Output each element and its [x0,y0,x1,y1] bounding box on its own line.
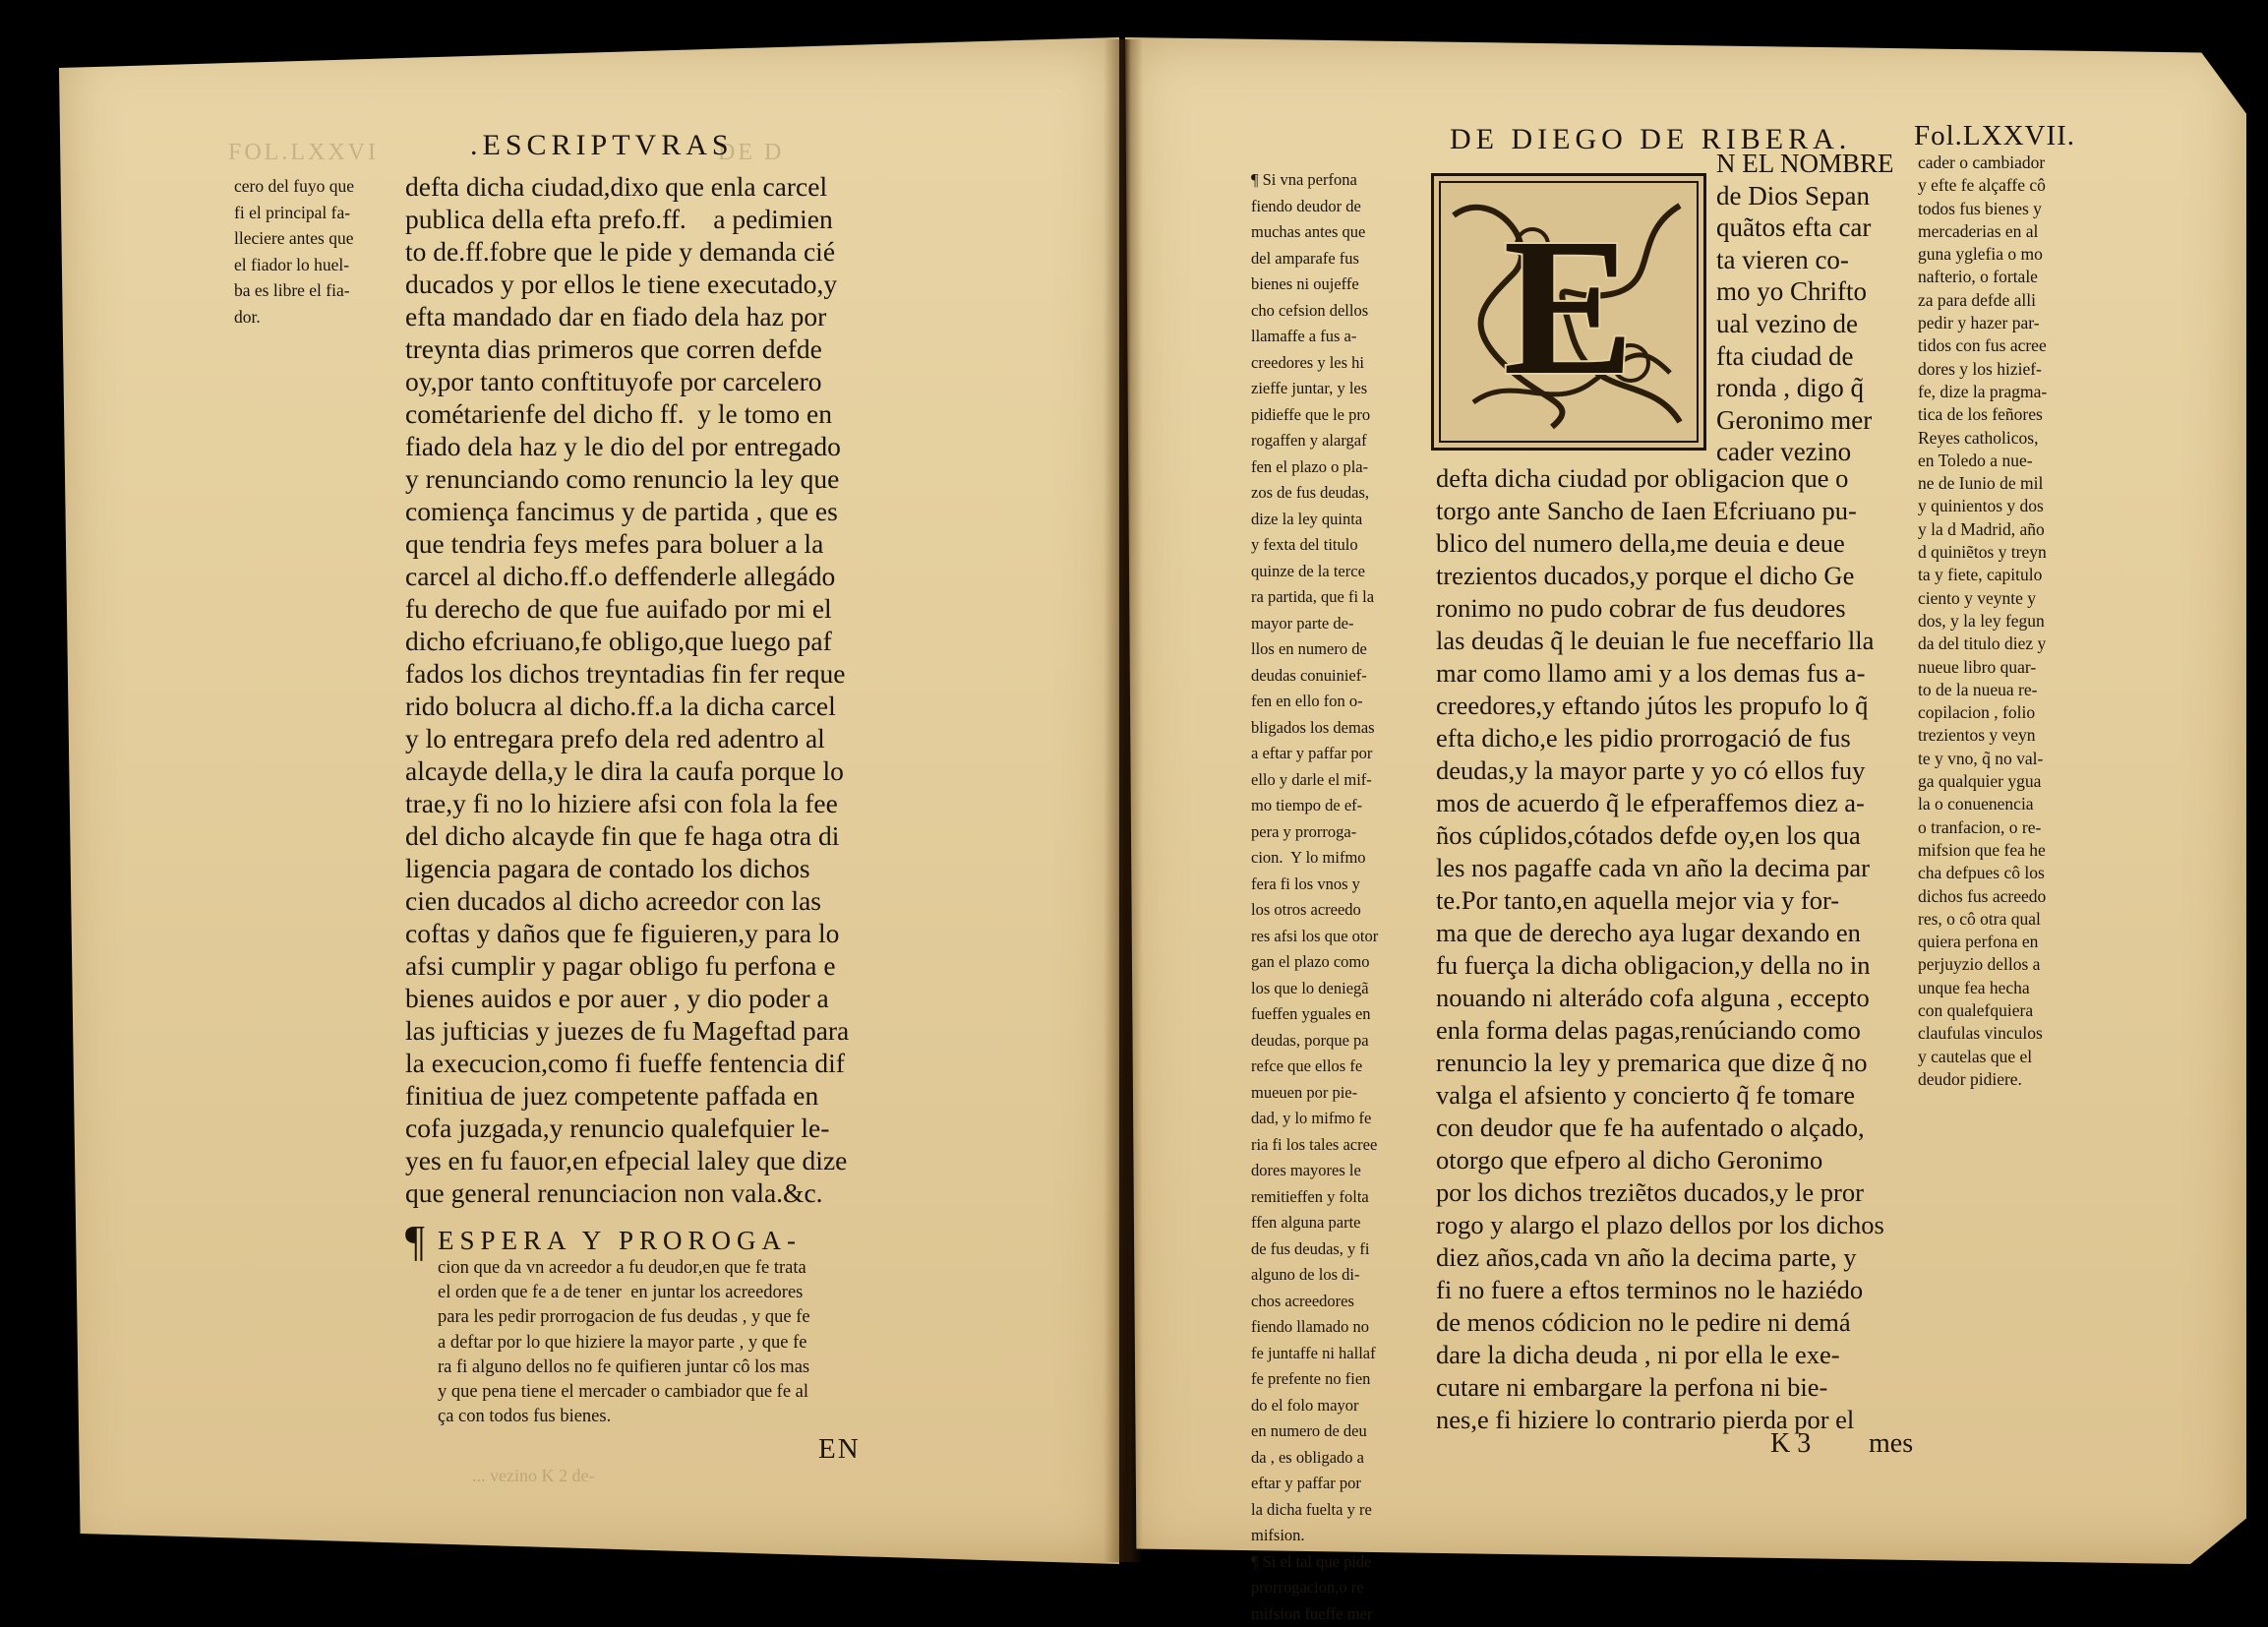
margin-line: alguno de los di- [1251,1262,1378,1289]
margin-line: da , es obligado a [1251,1445,1378,1472]
margin-line: za para defde alli [1918,289,2047,312]
margin-line: mifsion. [1251,1523,1378,1549]
text-line: ronda , digo q̃ [1716,372,1894,404]
margin-line: a eftar y paffar por [1251,741,1378,767]
book-gutter [1104,39,1143,1562]
margin-line: copilacion , folio [1918,701,2047,724]
margin-line: cader o cambiador [1918,151,2047,174]
margin-line: ra partida, que fi la [1251,584,1378,611]
margin-line: quiera perfona en [1918,931,2047,953]
margin-line: ¶ Si el tal que pide [1251,1549,1378,1576]
margin-line: unque fea hecha [1918,977,2047,999]
show-through-decoration: FOL.LXXVI [228,140,379,166]
text-line: trae,y fi no lo hiziere afsi con fola la fee [405,787,849,819]
section-line: para les pedir prorrogacion de fus deudas , y que fe [438,1305,810,1330]
text-line: ducados y por ellos le tiene executado,y [405,268,849,300]
margin-line: ria fi los tales acree [1251,1132,1378,1159]
margin-line: perjuyzio dellos a [1918,953,2047,976]
text-line: ronimo no pudo cobrar de fus deudores [1436,592,1884,625]
margin-note-outer [1918,151,2047,1091]
margin-line: dad, y lo mifmo fe [1251,1106,1378,1132]
margin-line: d quiniẽtos y treyn [1918,541,2047,564]
text-line: N EL NOMBRE [1716,148,1894,180]
margin-line: mifsion fueffe mer [1251,1601,1378,1627]
text-line: que tendria feys mefes para boluer a la [405,527,849,560]
section-heading: ESPERA Y PROROGA- [438,1226,802,1256]
text-line: dicho efcriuano,fe obligo,que luego paf [405,625,849,657]
margin-line: dos, y la ley fegun [1918,610,2047,633]
text-line: ma que de derecho aya lugar dexando en [1436,917,1884,949]
catchword-right: mes [1869,1428,1913,1460]
text-line: treynta dias primeros que corren defde [405,332,849,365]
margin-line: trezientos y veyn [1918,724,2047,747]
text-line: trezientos ducados,y porque el dicho Ge [1436,560,1884,592]
text-line: otorgo que efpero al dicho Geronimo [1436,1144,1884,1176]
text-line: nes,e fi hiziere lo contrario pierda por el [1436,1404,1884,1436]
text-line: ta vieren co- [1716,244,1894,276]
folio-number: Fol.LXXVII. [1914,120,2075,152]
show-through-decoration: DE D [718,140,784,166]
text-line: rido bolucra al dicho.ff.a la dicha carcel [405,690,849,722]
margin-line: bienes ni oujeffe [1251,271,1378,298]
text-line: yes en fu fauor,en efpecial laley que dize [405,1144,849,1176]
margin-line: te y vno, q̃ no val- [1918,748,2047,770]
text-line: finitiua de juez competente paffada en [405,1079,849,1112]
text-line: y renunciando como renuncio la ley que [405,462,849,495]
margin-line: mayor parte de- [1251,611,1378,637]
margin-line: dores y los hizief- [1918,358,2047,381]
text-line: fi no fuere a eftos terminos no le haziédo [1436,1274,1884,1306]
margin-line: nafterio, o fortale [1918,266,2047,288]
text-line: cométarienfe del dicho ff. y le tomo en [405,397,849,430]
margin-line: ne de Iunio de mil [1918,472,2047,495]
text-line: fta ciudad de [1716,340,1894,373]
main-text-left [405,170,849,1209]
margin-line: ciento y veynte y [1918,587,2047,610]
margin-line: del amparafe fus [1251,246,1378,272]
margin-line: dize la ley quinta [1251,507,1378,533]
margin-line: dores mayores le [1251,1158,1378,1184]
margin-line: de fus deudas, y fi [1251,1236,1378,1263]
margin-line: chos acreedores [1251,1289,1378,1315]
margin-line: fe juntaffe ni hallaf [1251,1341,1378,1367]
text-line: creedores,y eftando jútos les propufo lo q̃ [1436,690,1884,722]
margin-line: o tranfacion, o re- [1918,816,2047,839]
margin-line: tidos con fus acree [1918,334,2047,357]
text-line: les nos pagaffe cada vn año la decima par [1436,852,1884,884]
section-line: cion que da vn acreedor a fu deudor,en que fe trata [438,1256,810,1281]
margin-line: mifsion que fea he [1918,839,2047,862]
margin-line: todos fus bienes y [1918,198,2047,220]
text-line: te.Por tanto,en aquella mejor via y for- [1436,884,1884,917]
margin-line: y la d Madrid, año [1918,518,2047,541]
text-line: mar como llamo ami y a los demas fus a- [1436,657,1884,690]
margin-line: mueuen por pie- [1251,1080,1378,1107]
margin-line: fe prefente no fien [1251,1366,1378,1393]
margin-line: mercaderias en al [1918,220,2047,243]
text-line: alcayde della,y le dira la caufa porque lo [405,754,849,787]
margin-line: refce que ellos fe [1251,1054,1378,1080]
margin-line: dor. [234,304,354,331]
text-line: del dicho alcayde fin que fe haga otra di [405,819,849,852]
margin-line: gan el plazo como [1251,949,1378,976]
text-line: fu fuerça la dicha obligacion,y della no in [1436,949,1884,982]
text-line: valga el afsiento y concierto q̃ fe tomare [1436,1079,1884,1112]
text-line: deudas,y la mayor parte y yo có ellos fuy [1436,754,1884,787]
text-line: efta dicho,e les pidio prorrogació de fus [1436,722,1884,754]
text-line: ligencia pagara de contado los dichos [405,852,849,884]
margin-line: creedores y les hi [1251,350,1378,377]
margin-line: y fexta del titulo [1251,532,1378,559]
signature-mark: K 3 [1770,1428,1811,1460]
margin-line: en numero de deu [1251,1418,1378,1445]
margin-line: cho cefsion dellos [1251,298,1378,325]
text-line: las deudas q̃ le deuian le fue neceffario lla [1436,625,1884,657]
section-line: ra fi alguno dellos no fe quifieren juntar cô los mas [438,1356,810,1380]
text-line: blico del numero della,me deuia e deue [1436,527,1884,560]
text-line: cutare ni embargare la perfona ni bie- [1436,1371,1884,1404]
text-line: afsi cumplir y pagar obligo fu perfona e [405,949,849,982]
margin-line: los otros acreedo [1251,897,1378,924]
text-line: dare la dicha deuda , ni por ella le exe- [1436,1339,1884,1371]
text-line: quãtos efta car [1716,211,1894,244]
text-line: to de.ff.fobre que le pide y demanda cié [405,235,849,268]
text-line: ños cúplidos,cótados defde oy,en los qua [1436,819,1884,852]
initial-letter: E [1503,199,1634,416]
running-head-right: DE DIEGO DE RIBERA. [1450,123,1851,156]
margin-line: quinze de la terce [1251,559,1378,585]
text-line: renuncio la ley y premarica que dize q̃ no [1436,1047,1884,1079]
margin-line: fe, dize la pragma- [1918,381,2047,403]
text-line: efta mandado dar en fiado dela haz por [405,300,849,332]
margin-line: el fiador lo huel- [234,252,354,278]
text-line: coftas y daños que fe figuieren,y para lo [405,917,849,949]
text-line: la execucion,como fi fueffe fentencia dif [405,1047,849,1079]
text-line: nouando ni alterádo cofa alguna , eccepto [1436,982,1884,1014]
margin-line: ga qualquier ygua [1918,770,2047,793]
margin-line: res afsi los que otor [1251,924,1378,950]
margin-line: do el folo mayor [1251,1393,1378,1419]
margin-line: y cautelas que el [1918,1046,2047,1068]
text-line: comiença fancimus y de partida , que es [405,495,849,527]
margin-line: fen el plazo o pla- [1251,454,1378,481]
margin-line: to de la nueua re- [1918,679,2047,701]
margin-line: bligados los demas [1251,715,1378,742]
margin-line: lleciere antes que [234,225,354,252]
margin-note-left [234,173,354,331]
text-line: ual vezino de [1716,308,1894,340]
text-line: por los dichos treziẽtos ducados,y le pror [1436,1176,1884,1209]
margin-line: pera y prorroga- [1251,819,1378,846]
margin-line: llos en numero de [1251,636,1378,663]
margin-line: deudas, porque pa [1251,1028,1378,1055]
margin-line: ¶ Si vna perfona [1251,167,1378,194]
text-line: fiado dela haz y le dio del por entregado [405,430,849,462]
text-line: fu derecho de que fue auifado por mi el [405,592,849,625]
running-head-left: .ESCRIPTVRAS [470,129,734,162]
margin-line: ta y fiete, capitulo [1918,564,2047,586]
margin-line: tica de los feñores [1918,403,2047,426]
section-line: ça con todos fus bienes. [438,1405,810,1429]
text-line: con deudor que fe ha aufentado o alçado, [1436,1112,1884,1144]
margin-line: nueue libro quar- [1918,656,2047,679]
margin-line: en Toledo a nue- [1918,450,2047,472]
margin-line: ffen alguna parte [1251,1210,1378,1236]
margin-line: zieffe juntar, y les [1251,376,1378,402]
text-line: rogo y alargo el plazo dellos por los dichos [1436,1209,1884,1241]
margin-line: claufulas vinculos [1918,1022,2047,1045]
text-line: cader vezino [1716,436,1894,468]
margin-line: fueffen yguales en [1251,1001,1378,1028]
text-line: defta dicha ciudad,dixo que enla carcel [405,170,849,203]
margin-line: fiendo llamado no [1251,1314,1378,1341]
margin-line: ello y darle el mif- [1251,767,1378,794]
margin-line: fiendo deudor de [1251,194,1378,220]
text-line: torgo ante Sancho de Iaen Efcriuano pu- [1436,495,1884,527]
main-text-right [1436,462,1884,1436]
margin-line: la dicha fuelta y re [1251,1497,1378,1524]
text-line: cien ducados al dicho acreedor con las [405,884,849,917]
margin-line: fi el principal fa- [234,200,354,226]
margin-line: fen en ello fon o- [1251,689,1378,715]
margin-line: prorrogacion,o re [1251,1575,1378,1601]
margin-line: eftar y paffar por [1251,1471,1378,1497]
text-line: Geronimo mer [1716,404,1894,437]
margin-line: deudor pidiere. [1918,1068,2047,1091]
margin-line: Reyes catholicos, [1918,427,2047,450]
margin-line: y efte fe alçaffe cô [1918,174,2047,197]
text-line: enla forma delas pagas,renúciando como [1436,1014,1884,1047]
text-line: que general renunciacion non vala.&c. [405,1176,849,1209]
margin-line: zos de fus deudas, [1251,480,1378,507]
text-line: mos de acuerdo q̃ le efperaffemos diez a- [1436,787,1884,819]
section-line: y que pena tiene el mercader o cambiador que fe al [438,1380,810,1405]
margin-line: los que lo deniegã [1251,976,1378,1002]
initial-ornament-icon [1434,176,1703,448]
margin-line: pidieffe que le pro [1251,402,1378,429]
text-line: y lo entregara prefo dela red adentro al [405,722,849,754]
section-summary [438,1256,810,1429]
text-line: cofa juzgada,y renuncio qualefquier le- [405,1112,849,1144]
margin-line: cion. Y lo mifmo [1251,845,1378,872]
text-line: publica della efta prefo.ff. a pedimien [405,203,849,235]
margin-line: ba es libre el fia- [234,277,354,304]
margin-line: cero del fuyo que [234,173,354,200]
margin-line: mo tiempo de ef- [1251,793,1378,819]
margin-line: cha defpues cô los [1918,862,2047,884]
text-line: las jufticias y juezes de fu Mageftad para [405,1014,849,1047]
section-line: a deftar por lo que hiziere la mayor parte , y que fe [438,1331,810,1356]
text-line: carcel al dicho.ff.o deffenderle allegádo [405,560,849,592]
margin-line: la o conuenencia [1918,793,2047,815]
catchword-left: EN [818,1433,861,1466]
margin-line: con qualefquiera [1918,999,2047,1022]
margin-note-inner [1251,167,1378,1627]
margin-line: res, o cô otra qual [1918,908,2047,931]
decorated-initial [1431,173,1706,451]
margin-line: dichos fus acreedo [1918,885,2047,908]
margin-line: deudas conuinief- [1251,663,1378,690]
pilcrow-mark: ¶ [405,1216,425,1266]
margin-line: remitieffen y folta [1251,1184,1378,1211]
text-line: bienes auidos e por auer , y dio poder a [405,982,849,1014]
text-line: defta dicha ciudad por obligacion que o [1436,462,1884,495]
margin-line: llamaffe a fus a- [1251,324,1378,350]
margin-line: rogaffen y alargaf [1251,428,1378,454]
margin-line: fera fi los vnos y [1251,872,1378,898]
opening-lines [1716,148,1894,468]
text-line: diez años,cada vn año la decima parte, y [1436,1241,1884,1274]
section-line: el orden que fe a de tener en juntar los acreedores [438,1281,810,1305]
text-line: fados los dichos treyntadias fin fer reque [405,657,849,690]
margin-line: muchas antes que [1251,219,1378,246]
text-line: de Dios Sepan [1716,180,1894,212]
text-line: mo yo Chrifto [1716,275,1894,308]
show-through-decoration: ... vezino K 2 de- [472,1466,594,1486]
margin-line: y quinientos y dos [1918,495,2047,517]
margin-line: pedir y hazer par- [1918,312,2047,334]
margin-line: da del titulo diez y [1918,633,2047,655]
text-line: de menos códicion no le pedire ni demá [1436,1306,1884,1339]
margin-line: guna yglefia o mo [1918,243,2047,266]
text-line: oy,por tanto conftituyofe por carcelero [405,365,849,397]
